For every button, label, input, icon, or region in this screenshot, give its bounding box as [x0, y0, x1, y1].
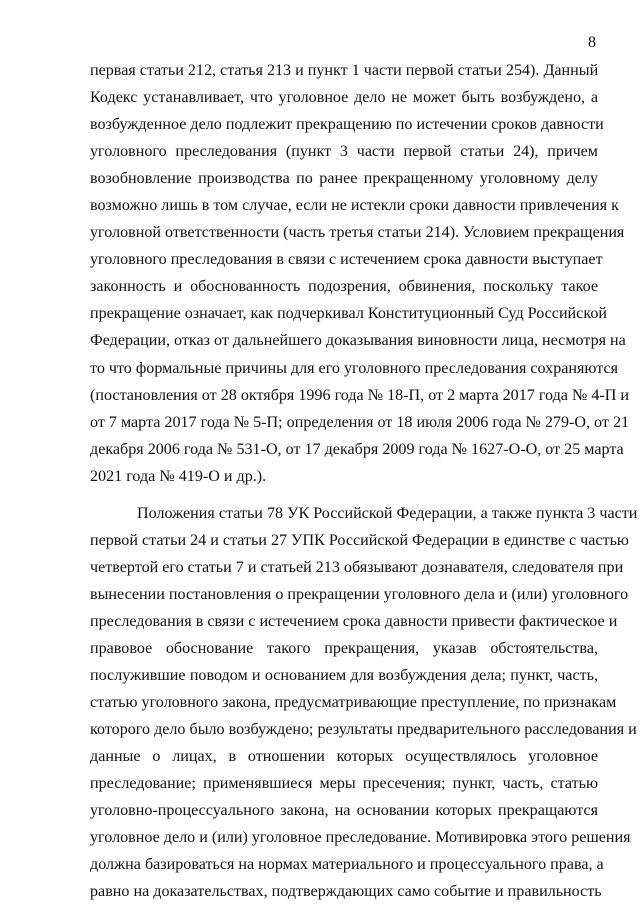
text-line: возможно лишь в том случае, если не истекли сроки давности привлечения к: [90, 197, 619, 215]
text-line: равно на доказательствах, подтверждающих само событие и правильность: [90, 883, 602, 901]
text-line: от 7 марта 2017 года № 5-П; определения от 18 июля 2006 года № 279-О, от 21: [90, 413, 630, 431]
text-line: возбужденное дело подлежит прекращению по истечении сроков давности: [90, 116, 604, 134]
text-line: послужившие поводом и основанием для возбуждения дела; пункт, часть,: [90, 667, 598, 685]
text-line: Положения статьи 78 УК Российской Федерации, а также пункта 3 части: [137, 504, 638, 522]
text-line: четвертой его статьи 7 и статьей 213 обязывают дознавателя, следователя при: [90, 558, 624, 576]
text-line: преследование; применявшиеся меры пресечения; пункт, часть, статью: [90, 775, 598, 793]
page-number: 8: [588, 34, 596, 51]
text-line: уголовного преследования в связи с истечением срока давности выступает: [90, 251, 603, 269]
text-line: статью уголовного закона, предусматривающие преступление, по признакам: [90, 694, 617, 712]
text-line: первая статьи 212, статья 213 и пункт 1 части первой статьи 254). Данный: [90, 62, 599, 79]
text-line: уголовно-процессуального закона, на основании которых прекращаются: [90, 802, 598, 820]
text-line: уголовное дело и (или) уголовное преследование. Мотивировка этого решения: [90, 829, 631, 847]
text-line: Федерации, отказ от дальнейшего доказывания виновности лица, несмотря на: [90, 332, 626, 350]
text-line: декабря 2006 года № 531-О, от 17 декабря 2009 года № 1627-О-О, от 25 марта: [90, 440, 624, 458]
text-line: уголовного преследования (пункт 3 части первой статьи 24), причем: [90, 143, 598, 161]
text-line: первой статьи 24 и статьи 27 УПК Российской Федерации в единстве с частью: [90, 531, 629, 549]
text-line: (постановления от 28 октября 1996 года № 18-П, от 2 марта 2017 года № 4-П и: [90, 386, 630, 404]
text-line: которого дело было возбуждено; результаты предварительного расследования и: [90, 721, 637, 739]
text-line: прекращение означает, как подчеркивал Конституционный Суд Российской: [90, 305, 607, 323]
text-line: преследования в связи с истечением срока давности привести фактическое и: [90, 612, 618, 630]
text-line: должна базироваться на нормах материального и процессуального права, а: [90, 856, 604, 874]
text-line: возобновление производства по ранее прекращенному уголовному делу: [90, 170, 598, 188]
paragraph-2: [90, 500, 638, 905]
text-line: вынесении постановления о прекращении уголовного дела и (или) уголовного: [90, 585, 629, 603]
text-line: законность и обоснованность подозрения, обвинения, поскольку такое: [90, 278, 598, 296]
text-line: данные о лицах, в отношении которых осуществлялось уголовное: [90, 748, 598, 766]
text-line: то что формальные причины для его уголовного преследования сохраняются: [90, 359, 619, 377]
paragraph-1: [90, 57, 630, 490]
text-line: правовое обоснование такого прекращения, указав обстоятельства,: [90, 639, 598, 657]
text-line: 2021 года № 419-О и др.).: [90, 467, 267, 485]
text-line: Кодекс устанавливает, что уголовное дело не может быть возбуждено, а: [90, 89, 598, 107]
text-line: уголовной ответственности (часть третья статьи 214). Условием прекращения: [90, 224, 625, 242]
document-body: [90, 57, 638, 905]
